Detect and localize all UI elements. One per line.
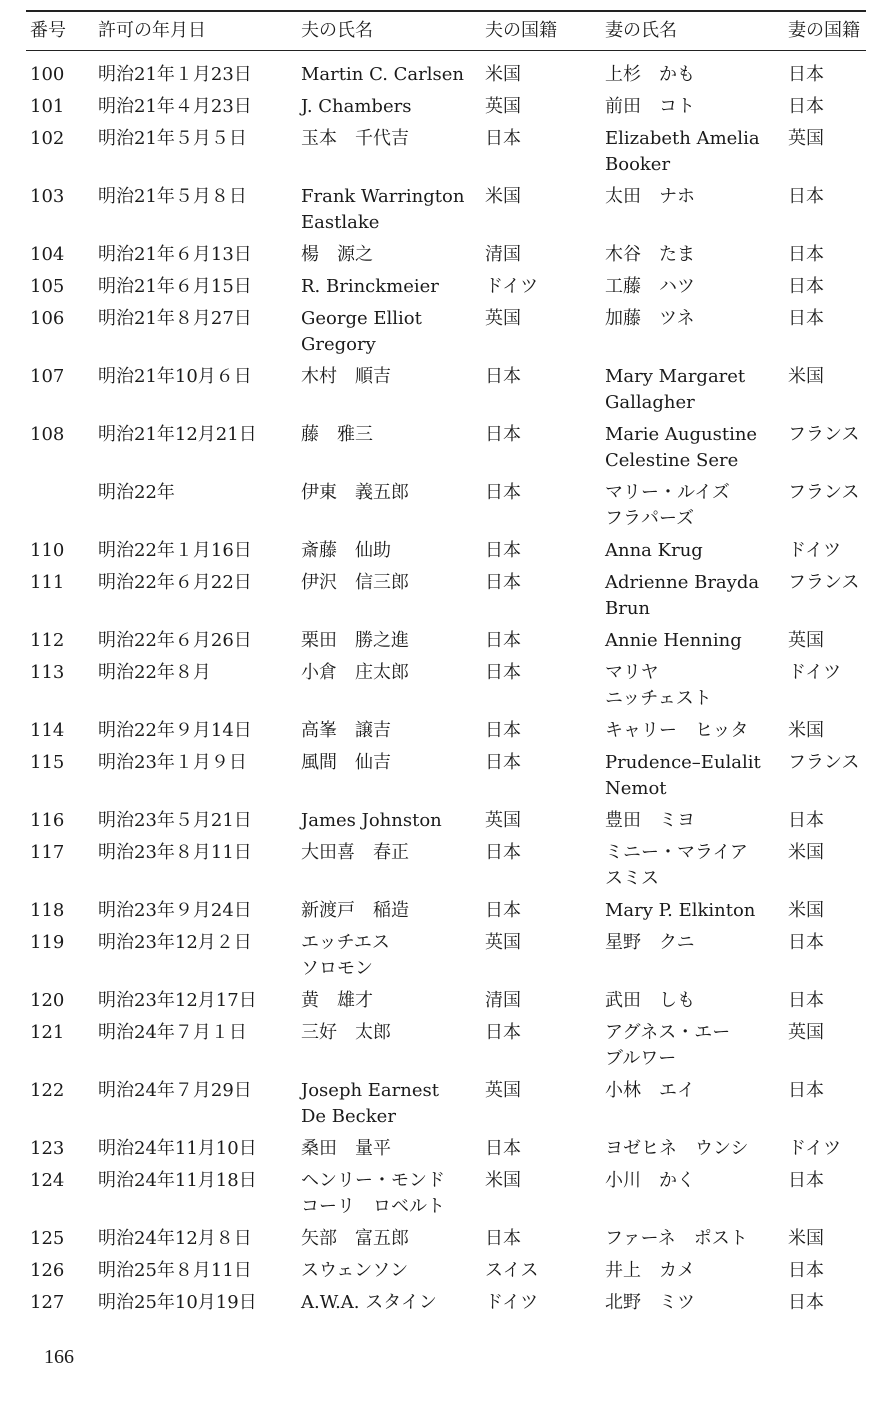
cell-husband-nationality: 日本: [485, 1228, 521, 1249]
cell-wife-nationality: ドイツ: [788, 662, 842, 683]
cell-wife-nationality: 日本: [788, 96, 824, 117]
cell-husband-name: 小倉 庄太郎: [301, 662, 409, 683]
table-row: [26, 930, 866, 988]
cell-wife-nationality: 米国: [788, 900, 824, 921]
cell-no: 120: [30, 990, 65, 1011]
cell-date: 明治21年５月５日: [98, 128, 247, 149]
cell-date: 明治21年５月８日: [98, 186, 247, 207]
cell-wife-name: Mary P. Elkinton: [605, 900, 756, 921]
cell-husband-name: 楊 源之: [301, 244, 373, 265]
cell-wife-nationality: 米国: [788, 1228, 824, 1249]
cell-husband-nationality: 米国: [485, 186, 521, 207]
cell-no: 113: [30, 662, 65, 683]
cell-wife-nationality: 日本: [788, 244, 824, 265]
cell-wife-nationality: フランス: [788, 482, 860, 503]
cell-wife-nationality: 日本: [788, 308, 824, 329]
table-row: [26, 1258, 866, 1290]
table-row: [26, 898, 866, 930]
cell-husband-name: 伊東 義五郎: [301, 482, 409, 503]
cell-date: 明治22年: [98, 482, 175, 503]
table-row: [26, 1168, 866, 1226]
cell-wife-name: 北野 ミツ: [605, 1292, 695, 1313]
cell-no: 114: [30, 720, 65, 741]
cell-no: 118: [30, 900, 65, 921]
cell-wife-nationality: 日本: [788, 932, 824, 953]
cell-date: 明治23年12月17日: [98, 990, 257, 1011]
table-row: [26, 306, 866, 364]
cell-husband-nationality: スイス: [485, 1260, 539, 1281]
cell-husband-nationality: 清国: [485, 244, 521, 265]
cell-date: 明治23年９月24日: [98, 900, 252, 921]
cell-no: 104: [30, 244, 65, 265]
cell-wife-nationality: フランス: [788, 752, 860, 773]
cell-wife-nationality: ドイツ: [788, 540, 842, 561]
cell-no: [26, 480, 92, 538]
cell-wife-name: 小川 かく: [605, 1170, 695, 1191]
cell-wife-nationality: ドイツ: [788, 1138, 842, 1159]
cell-date: 明治25年10月19日: [98, 1292, 257, 1313]
cell-husband-name: George Elliot Gregory: [301, 308, 422, 355]
cell-no: 102: [30, 128, 65, 149]
cell-husband-name: エッチエス ソロモン: [301, 932, 390, 979]
table-row: [26, 184, 866, 242]
cell-husband-name: 大田喜 春正: [301, 842, 409, 863]
table-row: [26, 274, 866, 306]
cell-no: 101: [30, 96, 65, 117]
cell-husband-name: 藤 雅三: [301, 424, 373, 445]
table-row: [26, 1136, 866, 1168]
table-row: [26, 538, 866, 570]
cell-wife-name: 前田 コト: [605, 96, 695, 117]
cell-wife-nationality: 日本: [788, 1292, 824, 1313]
cell-husband-nationality: 英国: [485, 810, 521, 831]
cell-husband-name: 風間 仙吉: [301, 752, 391, 773]
cell-wife-name: 加藤 ツネ: [605, 308, 695, 329]
cell-husband-nationality: 日本: [485, 1022, 521, 1043]
table-row: [26, 718, 866, 750]
cell-husband-name: 矢部 富五郎: [301, 1228, 409, 1249]
cell-husband-nationality: 日本: [485, 1138, 521, 1159]
cell-date: 明治22年６月26日: [98, 630, 252, 651]
cell-wife-name: 木谷 たま: [605, 244, 695, 265]
cell-husband-name: J. Chambers: [301, 96, 412, 117]
cell-date: 明治22年６月22日: [98, 572, 252, 593]
cell-wife-name: 星野 クニ: [605, 932, 695, 953]
cell-husband-nationality: ドイツ: [485, 276, 539, 297]
table-row: [26, 94, 866, 126]
cell-date: 明治23年12月２日: [98, 932, 252, 953]
table-row: [26, 1226, 866, 1258]
cell-date: 明治22年１月16日: [98, 540, 252, 561]
cell-wife-nationality: フランス: [788, 424, 860, 445]
cell-wife-nationality: 英国: [788, 1022, 824, 1043]
cell-no: 121: [30, 1022, 65, 1043]
table-row: [26, 422, 866, 480]
cell-husband-nationality: 日本: [485, 424, 521, 445]
table-row: [26, 1290, 866, 1322]
cell-date: 明治23年１月９日: [98, 752, 247, 773]
cell-husband-name: 栗田 勝之進: [301, 630, 409, 651]
cell-husband-nationality: ドイツ: [485, 1292, 539, 1313]
cell-no: 106: [30, 308, 65, 329]
cell-date: 明治21年10月６日: [98, 366, 252, 387]
cell-husband-name: 三好 太郎: [301, 1022, 391, 1043]
cell-husband-nationality: 日本: [485, 720, 521, 741]
cell-no: 115: [30, 752, 65, 773]
cell-husband-nationality: 日本: [485, 900, 521, 921]
cell-wife-nationality: 日本: [788, 186, 824, 207]
cell-wife-name: 上杉 かも: [605, 64, 695, 85]
cell-husband-name: 高峯 譲吉: [301, 720, 391, 741]
table-row: [26, 480, 866, 538]
cell-husband-nationality: 英国: [485, 308, 521, 329]
cell-husband-nationality: 日本: [485, 842, 521, 863]
cell-date: 明治21年６月13日: [98, 244, 252, 265]
cell-no: 117: [30, 842, 65, 863]
cell-husband-nationality: 日本: [485, 540, 521, 561]
cell-date: 明治24年11月18日: [98, 1170, 257, 1191]
cell-wife-nationality: 日本: [788, 810, 824, 831]
cell-wife-name: アグネス・エー ブルワー: [605, 1022, 731, 1069]
cell-husband-name: 斎藤 仙助: [301, 540, 391, 561]
marriage-permit-table: [26, 10, 866, 1322]
table-row: [26, 988, 866, 1020]
cell-wife-name: マリー・ルイズ フラパーズ: [605, 482, 730, 529]
cell-date: 明治25年８月11日: [98, 1260, 252, 1281]
cell-husband-nationality: 清国: [485, 990, 521, 1011]
table-row: [26, 126, 866, 184]
cell-no: 127: [30, 1292, 65, 1313]
cell-wife-nationality: フランス: [788, 572, 860, 593]
cell-wife-name: 太田 ナホ: [605, 186, 695, 207]
cell-no: 112: [30, 630, 65, 651]
cell-wife-name: ヨゼヒネ ウンシ: [605, 1138, 749, 1159]
cell-wife-name: Mary Margaret Gallagher: [605, 366, 746, 413]
cell-date: 明治24年11月10日: [98, 1138, 257, 1159]
cell-date: 明治22年８月: [98, 662, 211, 683]
cell-wife-nationality: 日本: [788, 276, 824, 297]
cell-no: 110: [30, 540, 65, 561]
table-row: [26, 808, 866, 840]
cell-date: 明治21年１月23日: [98, 64, 252, 85]
cell-wife-nationality: 米国: [788, 366, 824, 387]
cell-husband-name: 黄 雄才: [301, 990, 373, 1011]
table-row: [26, 1020, 866, 1078]
cell-no: 111: [30, 572, 65, 593]
page-number: 166: [44, 1346, 74, 1368]
cell-husband-name: 伊沢 信三郎: [301, 572, 409, 593]
cell-date: 明治23年５月21日: [98, 810, 252, 831]
cell-date: 明治21年12月21日: [98, 424, 257, 445]
cell-husband-nationality: 英国: [485, 96, 521, 117]
header-no: 番号: [26, 11, 92, 51]
cell-no: 122: [30, 1080, 65, 1101]
cell-no: 124: [30, 1170, 65, 1191]
cell-wife-name: マリヤ ニッチェスト: [605, 662, 712, 709]
cell-husband-name: James Johnston: [301, 810, 442, 831]
cell-wife-name: 小林 エイ: [605, 1080, 695, 1101]
cell-wife-name: Annie Henning: [605, 630, 742, 651]
cell-wife-name: Marie Augustine Celestine Sere: [605, 424, 758, 471]
table-row: [26, 840, 866, 898]
cell-wife-name: ミニー・マライア スミス: [605, 842, 748, 889]
cell-date: 明治21年４月23日: [98, 96, 252, 117]
cell-husband-name: Martin C. Carlsen: [301, 64, 464, 85]
cell-husband-name: 新渡戸 稲造: [301, 900, 409, 921]
cell-wife-nationality: 日本: [788, 64, 824, 85]
cell-husband-nationality: 日本: [485, 630, 521, 651]
header-husband-nationality: 夫の国籍: [479, 11, 599, 51]
table-row: [26, 750, 866, 808]
table-row: [26, 570, 866, 628]
table-row: [26, 1078, 866, 1136]
cell-husband-name: Joseph Earnest De Becker: [301, 1080, 439, 1127]
table-row: [26, 242, 866, 274]
cell-date: 明治22年９月14日: [98, 720, 252, 741]
cell-wife-nationality: 米国: [788, 842, 824, 863]
cell-no: 108: [30, 424, 65, 445]
cell-wife-name: Anna Krug: [605, 540, 703, 561]
cell-no: 105: [30, 276, 65, 297]
cell-wife-nationality: 日本: [788, 1260, 824, 1281]
cell-no: 103: [30, 186, 65, 207]
cell-no: 119: [30, 932, 65, 953]
cell-husband-nationality: 米国: [485, 64, 521, 85]
cell-husband-nationality: 日本: [485, 752, 521, 773]
header-wife-nationality: 妻の国籍: [782, 11, 866, 51]
header-husband-name: 夫の氏名: [295, 11, 479, 51]
cell-no: 107: [30, 366, 65, 387]
cell-husband-name: スウェンソン: [301, 1260, 409, 1281]
cell-no: 116: [30, 810, 65, 831]
cell-wife-name: Prudence–Eulalit Nemot: [605, 752, 761, 799]
cell-wife-nationality: 英国: [788, 630, 824, 651]
cell-husband-name: 玉本 千代吉: [301, 128, 409, 149]
cell-husband-nationality: 日本: [485, 482, 521, 503]
cell-wife-name: 井上 カメ: [605, 1260, 695, 1281]
cell-wife-nationality: 日本: [788, 1080, 824, 1101]
cell-husband-nationality: 日本: [485, 662, 521, 683]
table-header-row: [26, 11, 866, 51]
cell-husband-name: ヘンリー・モンド コーリ ロベルト: [301, 1170, 445, 1217]
cell-wife-nationality: 日本: [788, 1170, 824, 1191]
cell-wife-name: Elizabeth Amelia Booker: [605, 128, 760, 175]
cell-husband-name: A.W.A. スタイン: [301, 1292, 437, 1313]
cell-wife-nationality: 米国: [788, 720, 824, 741]
header-wife-name: 妻の氏名: [599, 11, 782, 51]
cell-husband-nationality: 英国: [485, 1080, 521, 1101]
cell-husband-nationality: 英国: [485, 932, 521, 953]
table-row: [26, 51, 866, 95]
cell-wife-name: 工藤 ハツ: [605, 276, 695, 297]
cell-date: 明治21年６月15日: [98, 276, 252, 297]
cell-wife-nationality: 英国: [788, 128, 824, 149]
cell-wife-name: キャリー ヒッタ: [605, 720, 749, 741]
cell-wife-name: Adrienne Brayda Brun: [605, 572, 760, 619]
cell-husband-name: Frank Warrington Eastlake: [301, 186, 465, 233]
cell-wife-nationality: 日本: [788, 990, 824, 1011]
cell-husband-name: 桑田 量平: [301, 1138, 391, 1159]
header-date: 許可の年月日: [92, 11, 295, 51]
table-row: [26, 364, 866, 422]
cell-husband-name: 木村 順吉: [301, 366, 391, 387]
table-body: [26, 51, 866, 1323]
cell-date: 明治24年７月29日: [98, 1080, 252, 1101]
cell-husband-nationality: 米国: [485, 1170, 521, 1191]
cell-date: 明治24年12月８日: [98, 1228, 252, 1249]
cell-husband-nationality: 日本: [485, 128, 521, 149]
cell-no: 125: [30, 1228, 65, 1249]
cell-no: 126: [30, 1260, 65, 1281]
cell-wife-name: ファーネ ポスト: [605, 1228, 748, 1249]
cell-husband-name: R. Brinckmeier: [301, 276, 439, 297]
cell-wife-name: 武田 しも: [605, 990, 695, 1011]
cell-no: 100: [30, 64, 65, 85]
cell-wife-name: 豊田 ミヨ: [605, 810, 695, 831]
cell-no: 123: [30, 1138, 65, 1159]
table-row: [26, 660, 866, 718]
cell-husband-nationality: 日本: [485, 366, 521, 387]
document-page: [26, 10, 866, 1322]
cell-date: 明治21年８月27日: [98, 308, 252, 329]
cell-date: 明治24年７月１日: [98, 1022, 247, 1043]
table-row: [26, 628, 866, 660]
cell-husband-nationality: 日本: [485, 572, 521, 593]
cell-date: 明治23年８月11日: [98, 842, 252, 863]
